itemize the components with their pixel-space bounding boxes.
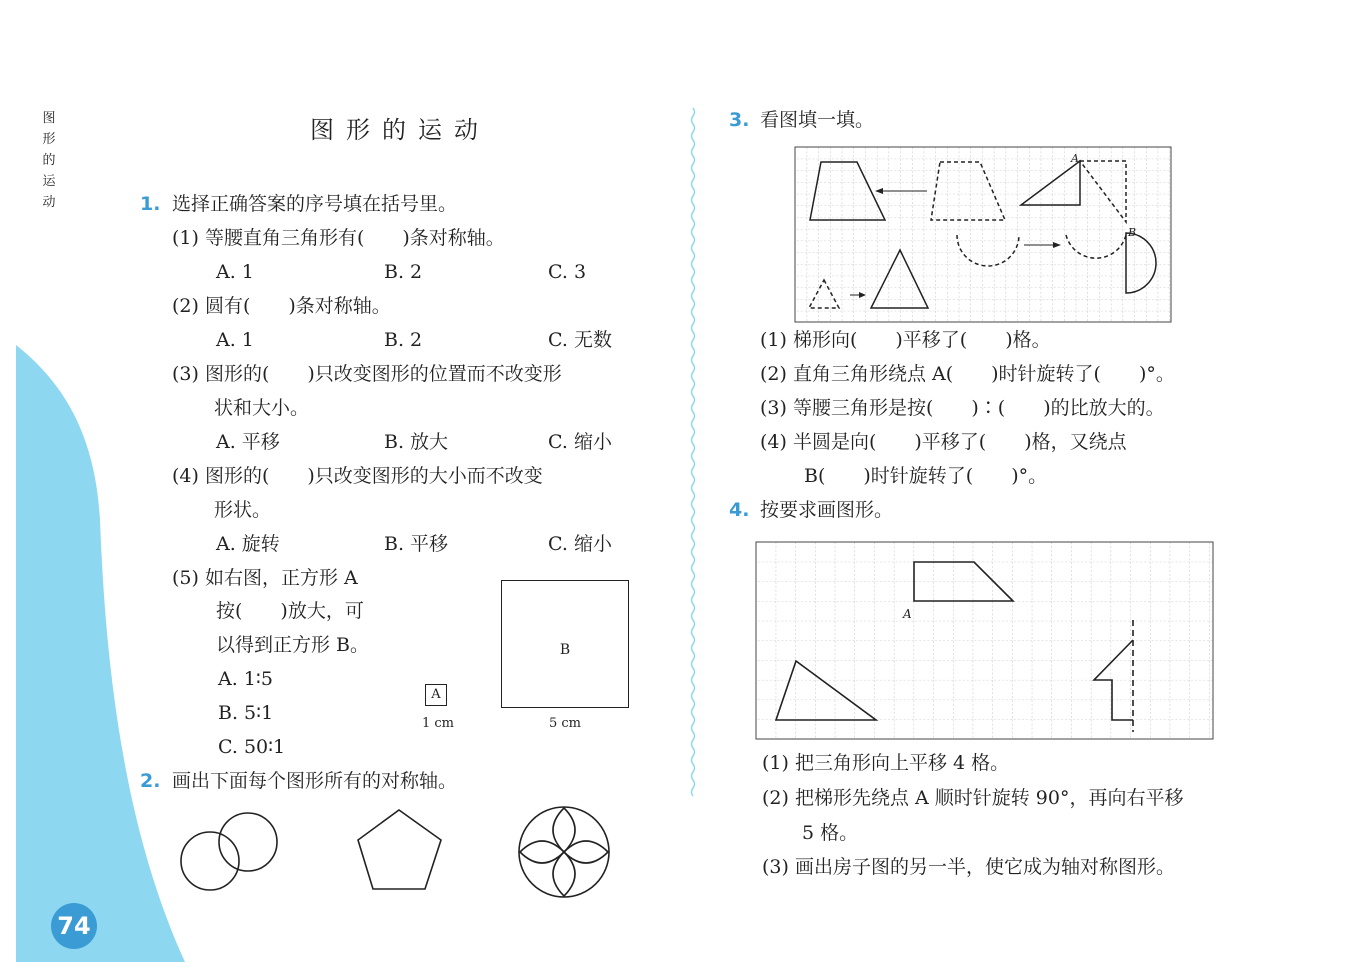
q2-number: 2.	[140, 770, 161, 792]
q1-1-option-b: B. 2	[384, 261, 423, 283]
q3-2: (2) 直角三角形绕点 A( )时针旋转了( )°。	[760, 363, 1175, 385]
q4-prompt: 按要求画图形。	[760, 499, 894, 521]
q1-1-question: (1) 等腰直角三角形有( )条对称轴。	[172, 227, 505, 249]
square-a-size: 1 cm	[422, 716, 455, 731]
square-b-size: 5 cm	[549, 716, 582, 731]
square-a-label: A	[431, 687, 441, 702]
q1-4-question-line1: (4) 图形的( )只改变图形的大小而不改变	[172, 465, 543, 487]
q1-2-option-c: C. 无数	[548, 329, 612, 351]
q4-number: 4.	[729, 499, 750, 521]
q1-number: 1.	[140, 193, 161, 215]
q2-prompt: 画出下面每个图形所有的对称轴。	[172, 770, 458, 792]
q3-4-line2: B( )时针旋转了( )°。	[804, 465, 1048, 487]
q4-grid-figure	[756, 542, 1216, 742]
pentagon	[358, 810, 441, 889]
page-title: 图形的运动	[310, 116, 490, 144]
q1-4-option-c: C. 缩小	[548, 533, 612, 555]
q1-5-question-line3: 以得到正方形 B。	[216, 634, 370, 656]
q1-5-question-line2: 按( )放大，可	[216, 600, 364, 622]
q3-point-b: B	[1128, 226, 1137, 239]
q4-2-line2: 5 格。	[802, 822, 859, 844]
q1-3-option-b: B. 放大	[384, 431, 449, 453]
q4-3: (3) 画出房子图的另一半，使它成为轴对称图形。	[762, 856, 1175, 878]
q3-grid-figure	[795, 147, 1173, 323]
square-b-label: B	[559, 642, 571, 658]
q1-2-option-a: A. 1	[216, 329, 254, 351]
q1-3-option-c: C. 缩小	[548, 431, 612, 453]
q1-4-question-line2: 形状。	[214, 499, 272, 521]
flower-petals	[520, 808, 608, 896]
q4-1: (1) 把三角形向上平移 4 格。	[762, 752, 1010, 774]
q1-3-question-line1: (3) 图形的( )只改变图形的位置而不改变形	[172, 363, 562, 385]
q1-5-option-a: A. 1∶5	[218, 668, 273, 690]
q3-number: 3.	[729, 109, 750, 131]
q1-1-option-c: C. 3	[548, 261, 587, 283]
q1-5-option-c: C. 50∶1	[218, 736, 286, 758]
q1-2-question: (2) 圆有( )条对称轴。	[172, 295, 391, 317]
q4-point-a: A	[903, 607, 912, 621]
q1-1-option-a: A. 1	[216, 261, 254, 283]
q3-4-line1: (4) 半圆是向( )平移了( )格，又绕点	[760, 431, 1127, 453]
overlapping-circle-right	[219, 813, 277, 871]
q1-3-option-a: A. 平移	[216, 431, 280, 453]
page-number: 74	[57, 912, 91, 940]
overlapping-circle-left	[181, 832, 239, 890]
q1-prompt: 选择正确答案的序号填在括号里。	[172, 193, 458, 215]
q1-3-question-line2: 状和大小。	[214, 397, 310, 419]
q1-5-option-b: B. 5∶1	[218, 702, 274, 724]
q3-3: (3) 等腰三角形是按( )∶( )的比放大的。	[760, 397, 1165, 419]
q1-2-option-b: B. 2	[384, 329, 423, 351]
q1-5-question-line1: (5) 如右图，正方形 A	[172, 567, 358, 589]
q1-4-option-b: B. 平移	[384, 533, 449, 555]
q3-point-a: A	[1071, 152, 1079, 165]
sidebar-title: 图 形 的 运 动	[42, 111, 56, 210]
q3-1: (1) 梯形向( )平移了( )格。	[760, 329, 1051, 351]
q3-prompt: 看图填一填。	[760, 109, 875, 131]
q4-2-line1: (2) 把梯形先绕点 A 顺时针旋转 90°，再向右平移	[762, 787, 1184, 809]
q1-4-option-a: A. 旋转	[216, 533, 280, 555]
